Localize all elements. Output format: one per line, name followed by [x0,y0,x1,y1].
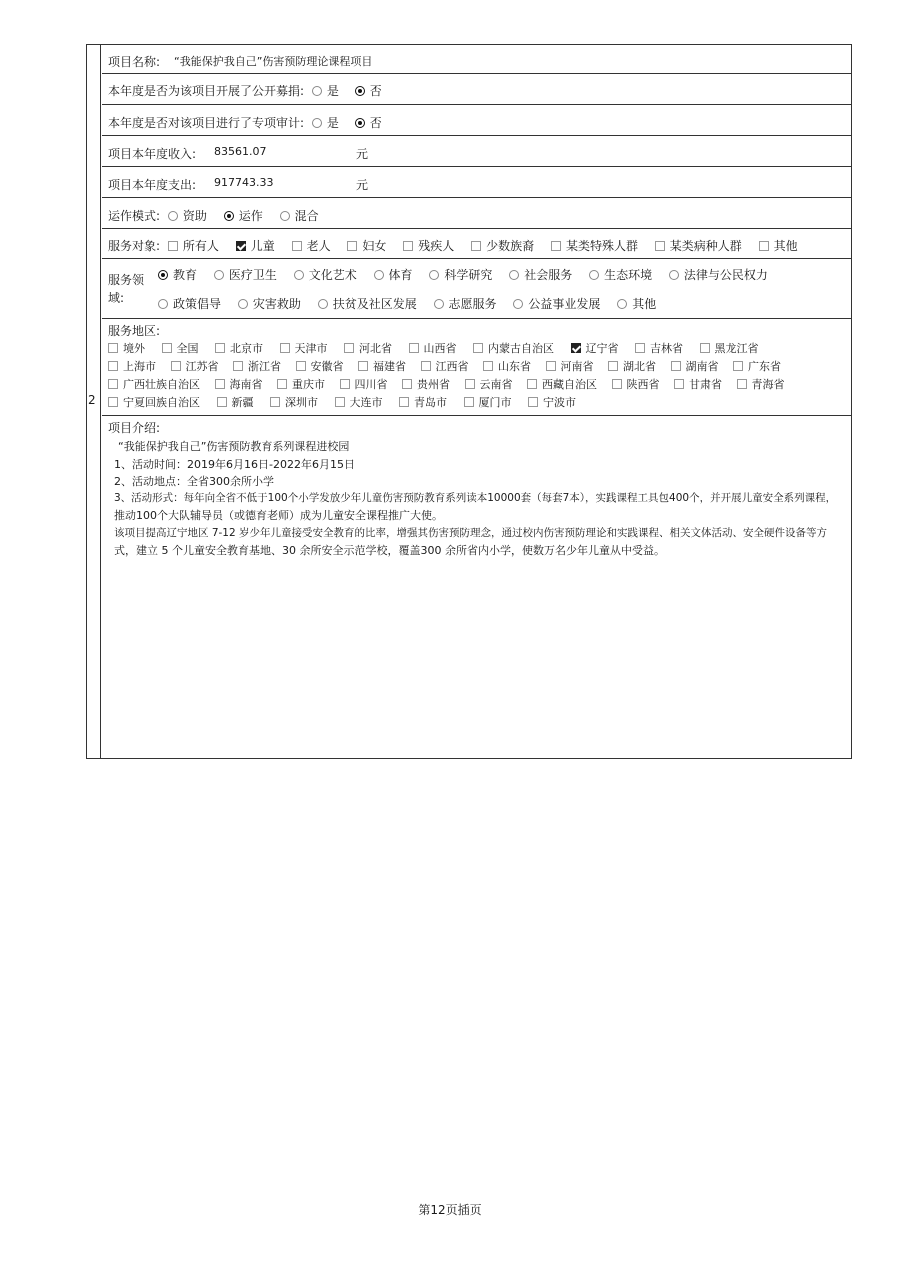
option-label: 少数族裔 [486,239,535,253]
checkbox[interactable] [296,361,306,371]
option-label: 生态环境 [604,268,653,282]
checkbox[interactable] [759,241,769,251]
service-field-option[interactable] [154,266,197,283]
checkbox[interactable] [292,241,302,251]
checkbox[interactable] [108,343,118,353]
project-name-label: 项目名称: [108,55,161,69]
page-number: 第12页插页 [418,1203,482,1217]
intro-line: 3、活动形式：每年向全省不低于100个小学发放少年儿童伤害预防教育系列读本10000套（每套7本），实践课程工具包400个，并开展儿童安全系列课程， [114,492,837,504]
checkbox[interactable] [347,241,357,251]
region-option[interactable] [395,394,447,410]
option-label: 宁波市 [543,396,576,409]
option-label: 资助 [182,209,207,223]
option-label: 教育 [173,268,198,282]
service-target-option[interactable] [547,237,638,254]
checkbox[interactable] [465,379,475,389]
region-option[interactable] [211,376,263,392]
radio-button[interactable] [238,299,248,309]
project-name-row [102,45,851,74]
checkbox[interactable] [217,397,227,407]
option-label: 浙江省 [248,360,281,373]
operation-mode-option[interactable] [276,207,319,224]
option-label: 海南省 [229,378,263,391]
audit-radio-yes-label: 是 [326,116,339,130]
checkbox[interactable] [280,343,290,353]
option-label: 宁夏回族自治区 [123,396,200,409]
row-number: 2 [88,393,96,407]
checkbox[interactable] [409,343,419,353]
option-label: 运作 [238,209,263,223]
option-label: 科学研究 [444,268,493,282]
option-label: 体育 [388,268,413,282]
service-target-option[interactable] [651,237,742,254]
option-label: 河北省 [359,342,392,355]
service-target-option[interactable] [467,237,534,254]
region-option[interactable] [104,376,200,392]
operation-mode-option[interactable] [220,207,263,224]
public-fundraising-label: 本年度是否为该项目开展了公开募捐: [108,84,305,98]
radio-no[interactable] [355,86,365,96]
option-label: 残疾人 [418,239,455,253]
operation-mode-row [102,198,851,229]
option-label: 妇女 [362,239,387,253]
radio-button[interactable] [318,299,328,309]
income-label: 项目本年度收入: [108,147,197,161]
region-option[interactable] [631,340,683,356]
checkbox[interactable] [344,343,354,353]
expense-row [102,167,851,198]
region-option[interactable] [331,394,383,410]
expense-value: 917743.33 [214,176,274,189]
region-option[interactable] [461,376,513,392]
option-label: 上海市 [123,360,156,373]
radio-button[interactable] [280,211,290,221]
option-label: 扶贫及社区发展 [332,297,417,311]
checkbox[interactable] [655,241,665,251]
option-label: 其他 [773,239,798,253]
option-label: 贵州省 [417,378,450,391]
option-label: 湖南省 [685,360,719,373]
option-label: 混合 [294,209,319,223]
service-field-row [102,259,851,319]
checkbox[interactable] [528,397,538,407]
intro-line: 式，建立 5 个儿童安全教育基地、30 余所安全示范学校，覆盖300 余所省内小学，使数万名少年儿童从中受益。 [114,544,665,557]
service-field-option[interactable] [505,266,572,283]
option-label: 文化艺术 [308,268,357,282]
region-option[interactable] [104,340,145,356]
service-target-option[interactable] [755,237,798,254]
checkbox[interactable] [108,397,118,407]
audit-row [102,105,851,136]
expense-label: 项目本年度支出: [108,178,197,192]
radio-button[interactable] [509,270,519,280]
region-option[interactable] [733,376,785,392]
option-label: 老人 [306,239,331,253]
checkbox[interactable] [340,379,350,389]
option-label: 四川省 [354,378,388,391]
option-label: 志愿服务 [448,297,497,311]
operation-mode-option[interactable] [164,207,207,224]
service-region-label: 服务地区: [108,324,161,338]
checkbox[interactable] [608,361,618,371]
region-option[interactable] [229,358,281,374]
region-option[interactable] [104,394,200,410]
income-unit: 元 [356,147,369,161]
service-target-label: 服务对象: [108,239,161,253]
option-label: 灾害救助 [252,297,301,311]
option-label: 江苏省 [185,360,219,373]
intro-label: 项目介绍: [108,421,161,435]
option-label: 江西省 [435,360,469,373]
audit-label: 本年度是否对该项目进行了专项审计: [108,116,305,130]
radio-button[interactable] [158,299,168,309]
region-option[interactable] [398,376,450,392]
checkbox[interactable] [671,361,681,371]
option-label: 境外 [123,342,145,355]
option-label: 全国 [176,342,199,355]
checkbox[interactable] [473,343,483,353]
option-label: 某类病种人群 [669,239,742,253]
checkbox[interactable] [277,379,287,389]
region-option[interactable] [104,358,156,374]
option-label: 吉林省 [650,342,683,355]
option-label: 安徽省 [310,360,344,373]
option-label: 黑龙江省 [714,342,759,355]
option-label: 厦门市 [478,396,512,409]
region-option[interactable] [273,376,325,392]
operation-mode-label: 运作模式: [108,209,161,223]
intro-line: 该项目提高辽宁地区 7-12 岁少年儿童接受安全教育的比率，增强其伤害预防理念，通过校内伤害预防理论和实践课程、相关文体活动、安全硬件设备等方 [114,527,828,539]
option-label: 内蒙古自治区 [488,342,554,355]
option-label: 辽宁省 [585,342,619,355]
radio-yes[interactable] [312,86,322,96]
checkbox[interactable] [471,241,481,251]
option-label: 广西壮族自治区 [123,378,200,391]
income-row [102,136,851,167]
radio-button[interactable] [429,270,439,280]
service-target-option[interactable] [232,237,275,254]
intro-line: “我能保护我自己”伤害预防教育系列课程进校园 [118,440,350,453]
audit-radio-no[interactable] [355,118,365,128]
intro-line: 1、活动时间：2019年6月16日-2022年6月15日 [114,458,355,471]
service-target-option[interactable] [343,237,386,254]
region-option[interactable] [276,340,328,356]
checkbox[interactable] [233,361,243,371]
service-target-option[interactable] [288,237,331,254]
region-option[interactable] [479,358,531,374]
region-option[interactable] [213,394,254,410]
checkbox[interactable] [402,379,412,389]
service-field-option[interactable] [425,266,492,283]
radio-button[interactable] [589,270,599,280]
radio-yes-label: 是 [326,84,339,98]
checkbox[interactable] [403,241,413,251]
option-label: 重庆市 [292,378,325,391]
checkbox[interactable] [358,361,368,371]
region-option[interactable] [542,358,594,374]
checkbox[interactable] [215,343,225,353]
radio-no-label: 否 [369,84,382,98]
option-label: 河南省 [560,360,594,373]
region-option[interactable] [417,358,469,374]
region-option[interactable] [524,394,576,410]
region-option[interactable] [405,340,457,356]
option-label: 所有人 [182,239,219,253]
service-field-option[interactable] [154,295,221,312]
radio-button[interactable] [224,211,234,221]
region-option[interactable] [292,358,344,374]
option-label: 某类特殊人群 [565,239,638,253]
regions-row2 [104,358,781,374]
public-fundraising-field [108,82,382,99]
region-option[interactable] [354,358,406,374]
option-label: 云南省 [479,378,513,391]
option-label: 大连市 [349,396,383,409]
public-fundraising-row [102,74,851,105]
checkbox[interactable] [571,343,581,353]
option-label: 深圳市 [285,396,318,409]
option-label: 北京市 [230,342,263,355]
service-field-label-2: 域: [108,291,125,305]
option-label: 陕西省 [626,378,660,391]
service-field-option[interactable] [585,266,652,283]
audit-field [108,114,382,131]
region-option[interactable] [729,358,781,374]
checkbox[interactable] [108,361,118,371]
option-label: 其他 [632,297,657,311]
service-field-option[interactable] [314,295,417,312]
option-label: 儿童 [250,239,275,253]
checkbox[interactable] [612,379,622,389]
checkbox[interactable] [551,241,561,251]
checkbox[interactable] [674,379,684,389]
checkbox[interactable] [464,397,474,407]
expense-unit: 元 [356,178,369,192]
region-option[interactable] [604,358,656,374]
region-option[interactable] [167,358,219,374]
region-option[interactable] [158,340,199,356]
checkbox[interactable] [335,397,345,407]
checkbox[interactable] [421,361,431,371]
service-region-row [102,319,851,416]
option-label: 新疆 [231,396,254,409]
region-option[interactable] [567,340,619,356]
checkbox[interactable] [700,343,710,353]
option-label: 社会服务 [524,268,573,282]
service-field-label-1: 服务领 [108,273,145,287]
service-field-option[interactable] [665,266,768,283]
option-label: 山东省 [498,360,531,373]
service-target-field [108,237,807,254]
checkbox[interactable] [270,397,280,407]
option-label: 医疗卫生 [228,268,277,282]
project-table [86,44,852,759]
option-label: 青岛市 [414,396,447,409]
service-field-option[interactable] [290,266,357,283]
income-value: 83561.07 [214,145,267,158]
option-label: 西藏自治区 [542,378,597,391]
service-field-option[interactable] [509,295,600,312]
checkbox[interactable] [399,397,409,407]
checkbox[interactable] [483,361,493,371]
checkbox[interactable] [737,379,747,389]
radio-button[interactable] [214,270,224,280]
regions-row3 [104,376,785,392]
region-option[interactable] [266,394,318,410]
audit-radio-no-label: 否 [369,116,382,130]
region-option[interactable] [523,376,597,392]
checkbox[interactable] [215,379,225,389]
region-option[interactable] [336,376,388,392]
service-field-option[interactable] [613,295,656,312]
checkbox[interactable] [236,241,246,251]
service-target-option[interactable] [164,237,219,254]
radio-button[interactable] [294,270,304,280]
option-label: 公益事业发展 [528,297,601,311]
checkbox[interactable] [162,343,172,353]
service-target-option[interactable] [399,237,454,254]
option-label: 天津市 [294,342,328,355]
intro-line: 2、活动地点：全省300余所小学 [114,475,274,488]
intro-line: 推动100个大队辅导员（或德育老师）成为儿童安全课程推广大使。 [114,509,443,522]
service-field-options-row1 [154,266,777,283]
row-number-column [87,45,101,758]
audit-radio-yes[interactable] [312,118,322,128]
radio-button[interactable] [669,270,679,280]
intro-row [102,416,851,759]
checkbox[interactable] [635,343,645,353]
service-field-option[interactable] [234,295,301,312]
checkbox[interactable] [733,361,743,371]
region-option[interactable] [667,358,719,374]
radio-button[interactable] [168,211,178,221]
service-field-option[interactable] [430,295,497,312]
checkbox[interactable] [546,361,556,371]
option-label: 广东省 [748,360,781,373]
service-field-option[interactable] [370,266,413,283]
region-option[interactable] [211,340,263,356]
region-option[interactable] [670,376,722,392]
option-label: 湖北省 [623,360,656,373]
regions-row4 [104,394,585,410]
option-label: 山西省 [423,342,457,355]
region-option[interactable] [460,394,512,410]
operation-mode-field [108,207,328,224]
option-label: 青海省 [751,378,785,391]
option-label: 法律与公民权力 [683,268,768,282]
region-option[interactable] [340,340,392,356]
region-option[interactable] [469,340,554,356]
region-option[interactable] [696,340,759,356]
checkbox[interactable] [171,361,181,371]
option-label: 甘肃省 [689,378,722,391]
checkbox[interactable] [527,379,537,389]
regions-row1 [104,340,768,356]
project-name-value: “我能保护我自己”伤害预防理论课程项目 [174,55,373,68]
service-target-row [102,229,851,259]
option-label: 政策倡导 [173,297,222,311]
option-label: 福建省 [373,360,406,373]
service-field-option[interactable] [210,266,277,283]
radio-button[interactable] [513,299,523,309]
checkbox[interactable] [108,379,118,389]
service-field-options-row2 [154,295,665,312]
radio-button[interactable] [374,270,384,280]
region-option[interactable] [608,376,660,392]
checkbox[interactable] [168,241,178,251]
radio-button[interactable] [617,299,627,309]
radio-button[interactable] [158,270,168,280]
radio-button[interactable] [434,299,444,309]
